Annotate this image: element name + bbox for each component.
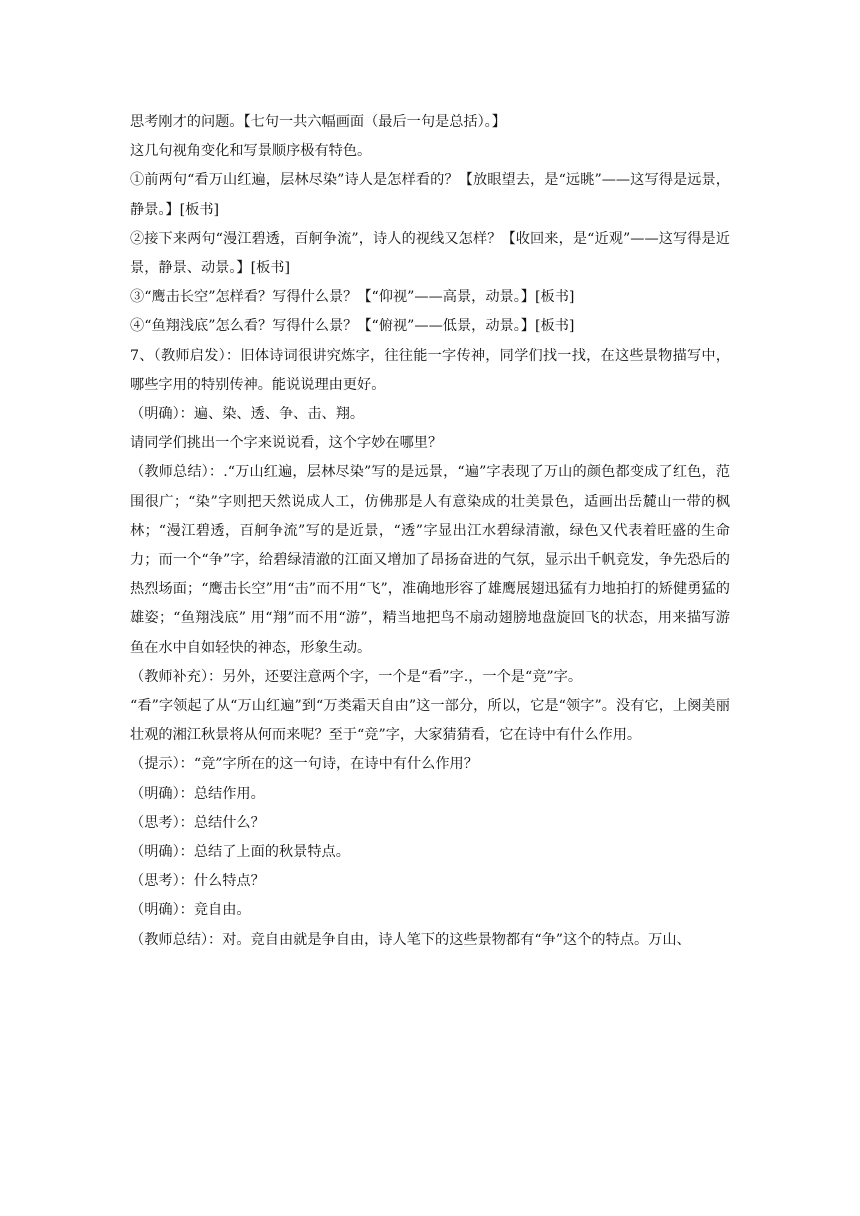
paragraph-4: ②接下来两句“漫江碧透，百舸争流”，诗人的视线又怎样？【收回来，是“近观”——这写得是近景，静景、动景。】[板书] bbox=[130, 230, 730, 277]
paragraph-13: （提示）：“竞”字所在的这一句诗，在诗中有什么作用？ bbox=[130, 756, 478, 773]
paragraph-11: （教师补充）：另外，还要注意两个字，一个是“看”字.，一个是“竞”字。 bbox=[130, 668, 583, 685]
paragraph-1: 思考刚才的问题。【七句一共六幅画面（最后一句是总括）。】 bbox=[130, 114, 506, 130]
paragraph-8: （明确）：遍、染、透、争、击、翔。 bbox=[130, 406, 365, 423]
paragraph-5: ③“鹰击长空”怎样看？写得什么景？【“仰视”——高景，动景。】[板书] bbox=[130, 289, 575, 306]
paragraph-9: 请同学们挑出一个字来说说看，这个字妙在哪里？ bbox=[130, 435, 443, 452]
paragraph-17: （思考）：什么特点？ bbox=[130, 873, 265, 890]
paragraph-2: 这几句视角变化和写景顺序极有特色。 bbox=[130, 143, 372, 160]
paragraph-6: ④“鱼翔浅底”怎么看？写得什么景？【“俯视”——低景，动景。】[板书] bbox=[130, 318, 575, 335]
paragraph-18: （明确）：竞自由。 bbox=[130, 902, 251, 919]
paragraph-15: （思考）：总结什么？ bbox=[130, 814, 265, 831]
paragraph-7: 7、（教师启发）：旧体诗词很讲究炼字，往往能一字传神，同学们找一找，在这些景物描写中，哪些字用的特别传神。能说说理由更好。 bbox=[130, 347, 730, 393]
paragraph-16: （明确）：总结了上面的秋景特点。 bbox=[130, 844, 350, 861]
paragraph-19: （教师总结）：对。竞自由就是争自由，诗人笔下的这些景物都有“争”这个的特点。万山、 bbox=[130, 931, 691, 948]
paragraph-14: （明确）：总结作用。 bbox=[130, 785, 265, 802]
paragraph-3: ①前两句“看万山红遍，层林尽染”诗人是怎样看的？【放眼望去，是“远眺”——这写得是远景，静景。】[板书] bbox=[130, 172, 730, 218]
document-body bbox=[130, 108, 730, 955]
paragraph-12: “看”字领起了从“万山红遍”到“万类霜天自由”这一部分，所以，它是“领字”。没有它，上阕美丽壮观的湘江秋景将从何而来呢？至于“竞”字，大家猜猜看，它在诗中有什么作用。 bbox=[130, 698, 730, 744]
paragraph-10: （教师总结）：.“万山红遍，层林尽染”写的是远景，“遍”字表现了万山的颜色都变成了红色，范围很广；“染”字则把天然说成人工，仿佛那是人有意染成的壮美景色，适画出岳麓山一带的枫林；“漫江碧透，百舸争流”写的是近景，“透”字显出江水碧绿清澈，绿色又代表着旺盛的生命力；而一个“争”字，给碧绿清澈的江面又增加了昂扬奋进的气氛，显示出千帆竞发，争先恐后的热烈场面；“鹰击长空”用“击”而不用“飞”，准确地形容了雄鹰展翅迅猛有力地拍打的矫健勇猛的雄姿；“鱼翔浅底” 用“翔”而不用“游”，精当地把鸟不扇动翅膀地盘旋回飞的状态，用来描写游鱼在水中自如轻快的神态，形象生动。 bbox=[130, 464, 730, 656]
